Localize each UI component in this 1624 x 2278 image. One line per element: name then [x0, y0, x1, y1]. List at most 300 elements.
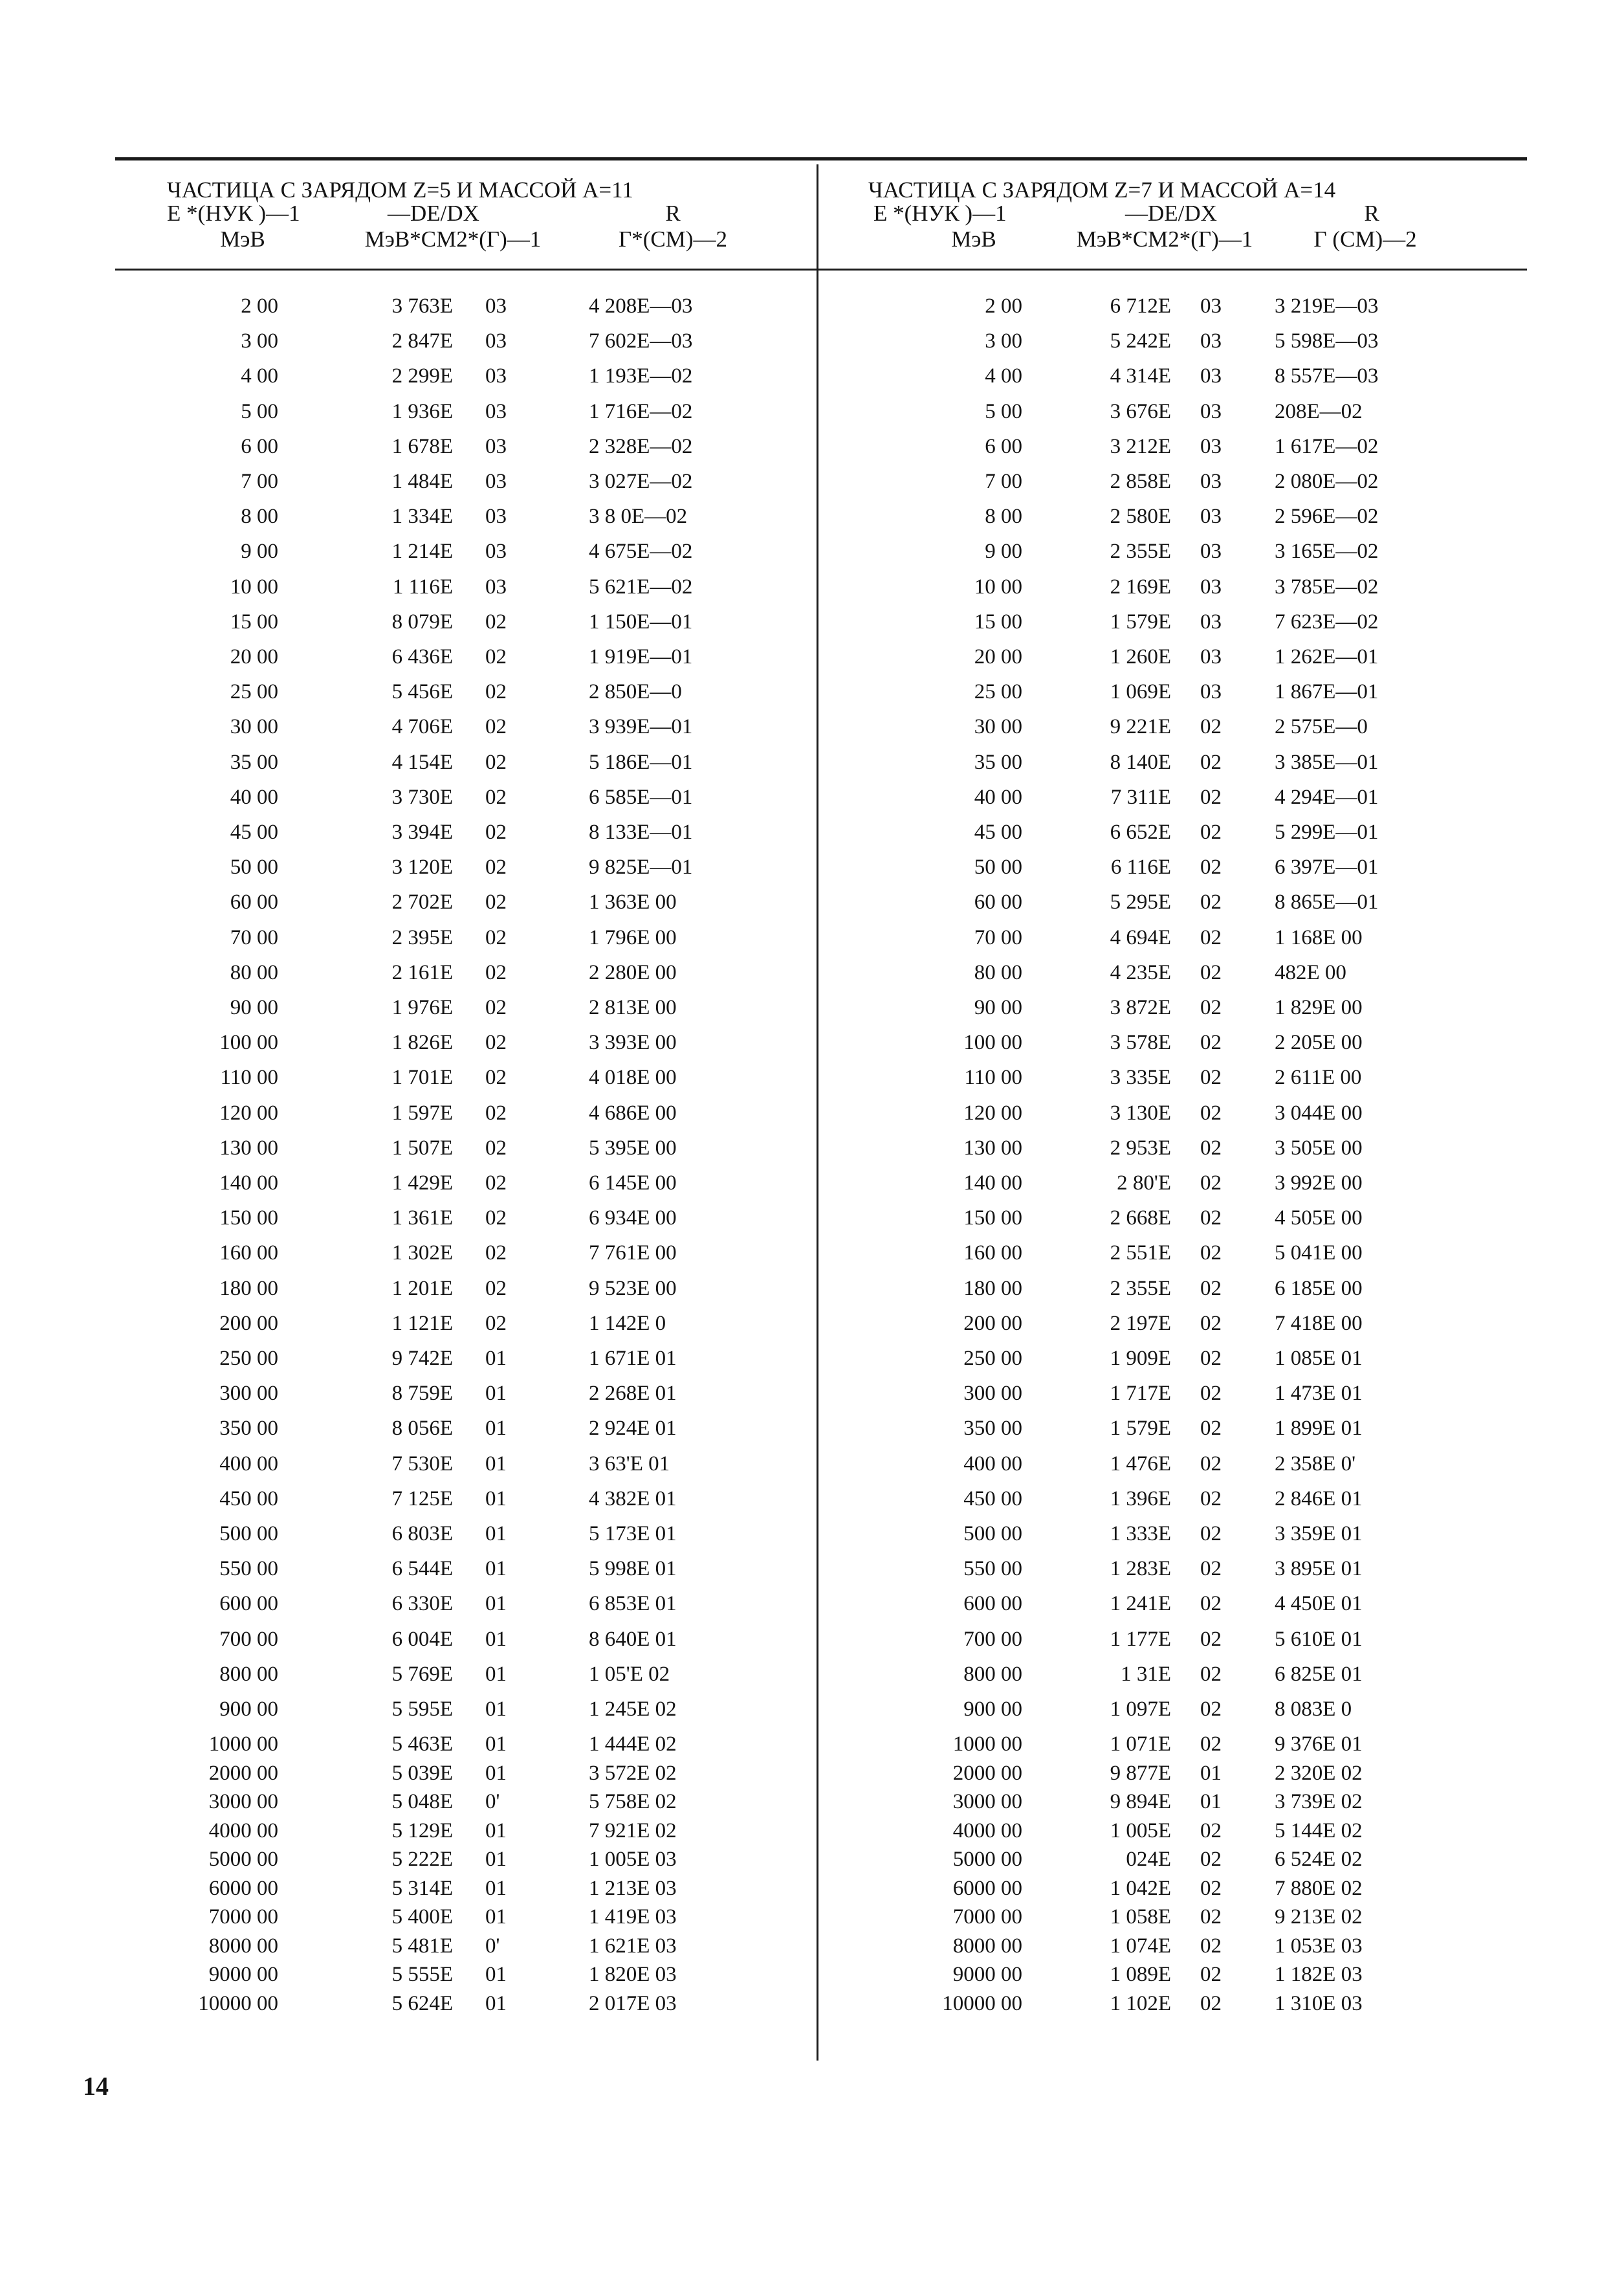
- dedx-exponent-cell: 01: [485, 1452, 507, 1476]
- table-row: [149, 399, 731, 425]
- dedx-exponent-cell: 02: [485, 1066, 507, 1090]
- energy-cell: 450 00: [219, 1487, 278, 1510]
- range-cell: 1 245E 02: [589, 1697, 677, 1721]
- dedx-mantissa-cell: 4 235E: [1110, 960, 1171, 984]
- dedx-mantissa-cell: 6 436E: [391, 645, 453, 669]
- dedx-exponent-cell: 01: [485, 1991, 507, 2015]
- energy-cell: 10 00: [974, 575, 1022, 599]
- dedx-mantissa-cell: 1 507E: [391, 1136, 453, 1160]
- left-table-body: [149, 293, 731, 2053]
- energy-cell: 60 00: [230, 890, 278, 914]
- energy-cell: 6 00: [985, 434, 1022, 458]
- dedx-exponent-cell: 0': [485, 1934, 500, 1958]
- dedx-mantissa-cell: 5 129E: [391, 1819, 453, 1842]
- dedx-mantissa-cell: 2 668E: [1110, 1206, 1171, 1230]
- dedx-exponent-cell: 02: [1200, 1487, 1222, 1510]
- dedx-mantissa-cell: 1 361E: [391, 1206, 453, 1230]
- dedx-mantissa-cell: 5 769E: [391, 1662, 453, 1686]
- dedx-exponent-cell: 02: [485, 856, 507, 879]
- table-row: [149, 1380, 731, 1406]
- range-cell: 1 193E—02: [589, 364, 693, 388]
- dedx-mantissa-cell: 4 314E: [1110, 364, 1171, 388]
- dedx-mantissa-cell: 2 80'E: [1117, 1171, 1171, 1195]
- dedx-exponent-cell: 02: [485, 1171, 507, 1195]
- dedx-mantissa-cell: 2 551E: [1110, 1241, 1171, 1265]
- dedx-mantissa-cell: 1 476E: [1110, 1452, 1171, 1476]
- dedx-exponent-cell: 02: [1200, 1732, 1222, 1756]
- energy-cell: 130 00: [219, 1136, 278, 1160]
- table-row: [841, 784, 1423, 810]
- range-cell: 1 213E 03: [589, 1876, 677, 1900]
- table-row: [149, 1591, 731, 1617]
- range-cell: 2 080E—02: [1275, 470, 1379, 493]
- table-row: [149, 1818, 731, 1844]
- dedx-mantissa-cell: 3 578E: [1110, 1031, 1171, 1055]
- dedx-exponent-cell: 01: [485, 1761, 507, 1785]
- dedx-exponent-cell: 02: [1200, 1206, 1222, 1230]
- energy-cell: 700 00: [963, 1627, 1022, 1651]
- energy-cell: 800 00: [963, 1662, 1022, 1686]
- energy-cell: 400 00: [219, 1452, 278, 1476]
- left-col-energy-unit: МэВ: [220, 227, 265, 252]
- table-row: [149, 1205, 731, 1231]
- energy-cell: 60 00: [974, 890, 1022, 914]
- dedx-mantissa-cell: 1 116E: [392, 575, 453, 599]
- range-cell: 5 998E 01: [589, 1557, 677, 1581]
- dedx-exponent-cell: 02: [485, 925, 507, 949]
- dedx-exponent-cell: 02: [485, 1241, 507, 1265]
- page-number: 14: [83, 2072, 109, 2101]
- energy-cell: 900 00: [963, 1697, 1022, 1721]
- energy-cell: 1000 00: [952, 1732, 1022, 1756]
- range-cell: 3 8 0E—02: [589, 505, 688, 529]
- energy-cell: 4 00: [241, 364, 278, 388]
- table-row: [149, 1731, 731, 1757]
- energy-cell: 180 00: [963, 1276, 1022, 1300]
- range-cell: 7 418E 00: [1275, 1311, 1363, 1335]
- table-row: [841, 679, 1423, 705]
- table-row: [149, 1170, 731, 1196]
- table-row: [149, 1933, 731, 1959]
- table-row: [149, 714, 731, 740]
- table-row: [841, 925, 1423, 951]
- range-cell: 2 850E—0: [589, 680, 682, 704]
- table-row: [841, 1556, 1423, 1582]
- table-row: [841, 538, 1423, 564]
- table-row: [149, 1310, 731, 1336]
- dedx-exponent-cell: 02: [1200, 1627, 1222, 1651]
- dedx-exponent-cell: 02: [1200, 1031, 1222, 1055]
- energy-cell: 120 00: [963, 1101, 1022, 1125]
- table-row: [149, 1135, 731, 1161]
- dedx-exponent-cell: 02: [485, 996, 507, 1019]
- dedx-exponent-cell: 02: [485, 785, 507, 809]
- dedx-exponent-cell: 02: [1200, 1101, 1222, 1125]
- energy-cell: 4000 00: [952, 1819, 1022, 1842]
- energy-cell: 1000 00: [208, 1732, 278, 1756]
- energy-cell: 80 00: [974, 960, 1022, 984]
- table-row: [149, 889, 731, 915]
- table-row: [149, 1100, 731, 1126]
- table-row: [149, 854, 731, 880]
- dedx-exponent-cell: 0': [485, 1790, 500, 1814]
- dedx-exponent-cell: 02: [485, 960, 507, 984]
- table-row: [149, 1626, 731, 1652]
- energy-cell: 90 00: [230, 996, 278, 1019]
- dedx-exponent-cell: 01: [485, 1347, 507, 1370]
- dedx-exponent-cell: 02: [485, 1031, 507, 1055]
- table-row: [841, 1760, 1423, 1786]
- left-col-dedx-unit: МэВ*СМ2*(Г)—1: [364, 227, 542, 252]
- dedx-exponent-cell: 02: [1200, 1417, 1222, 1441]
- table-row: [841, 1380, 1423, 1406]
- dedx-mantissa-cell: 2 702E: [391, 890, 453, 914]
- range-cell: 3 63'E 01: [589, 1452, 670, 1476]
- energy-cell: 15 00: [230, 610, 278, 634]
- table-row: [841, 293, 1423, 319]
- dedx-exponent-cell: 03: [1200, 575, 1222, 599]
- dedx-exponent-cell: 01: [485, 1732, 507, 1756]
- dedx-exponent-cell: 02: [1200, 1991, 1222, 2015]
- dedx-exponent-cell: 02: [1200, 856, 1222, 879]
- energy-cell: 3000 00: [208, 1790, 278, 1814]
- dedx-exponent-cell: 02: [1200, 750, 1222, 774]
- table-row: [841, 1521, 1423, 1547]
- energy-cell: 300 00: [219, 1382, 278, 1406]
- dedx-exponent-cell: 02: [1200, 1819, 1222, 1842]
- range-cell: 2 268E 01: [589, 1382, 677, 1406]
- table-row: [149, 644, 731, 670]
- left-col-dedx-header: —DE/DX: [388, 201, 479, 226]
- dedx-exponent-cell: 03: [485, 470, 507, 493]
- dedx-mantissa-cell: 3 120E: [391, 856, 453, 879]
- dedx-exponent-cell: 02: [485, 1311, 507, 1335]
- dedx-exponent-cell: 02: [1200, 925, 1222, 949]
- dedx-mantissa-cell: 7 530E: [391, 1452, 453, 1476]
- dedx-exponent-cell: 03: [1200, 680, 1222, 704]
- range-cell: 8 083E 0: [1275, 1697, 1352, 1721]
- energy-cell: 200 00: [219, 1311, 278, 1335]
- range-cell: 5 758E 02: [589, 1790, 677, 1814]
- table-row: [841, 1731, 1423, 1757]
- dedx-mantissa-cell: 9 894E: [1110, 1790, 1171, 1814]
- dedx-mantissa-cell: 6 544E: [391, 1557, 453, 1581]
- dedx-mantissa-cell: 6 004E: [391, 1627, 453, 1651]
- dedx-mantissa-cell: 1 089E: [1110, 1963, 1171, 1987]
- energy-cell: 5 00: [241, 399, 278, 423]
- range-cell: 5 395E 00: [589, 1136, 677, 1160]
- range-cell: 6 524E 02: [1275, 1848, 1363, 1872]
- dedx-exponent-cell: 01: [485, 1963, 507, 1987]
- dedx-exponent-cell: 02: [485, 890, 507, 914]
- dedx-mantissa-cell: 5 242E: [1110, 329, 1171, 353]
- table-row: [841, 1030, 1423, 1056]
- range-cell: 3 385E—01: [1275, 750, 1379, 774]
- range-cell: 6 185E 00: [1275, 1276, 1363, 1300]
- left-col-energy-header: Е *(НУК )—1: [167, 201, 300, 226]
- energy-cell: 5000 00: [952, 1848, 1022, 1872]
- energy-cell: 550 00: [963, 1557, 1022, 1581]
- range-cell: 1 053E 03: [1275, 1934, 1363, 1958]
- energy-cell: 9000 00: [208, 1963, 278, 1987]
- range-cell: 5 621E—02: [589, 575, 693, 599]
- dedx-exponent-cell: 02: [1200, 1452, 1222, 1476]
- dedx-exponent-cell: 02: [1200, 821, 1222, 844]
- table-row: [841, 1451, 1423, 1477]
- dedx-exponent-cell: 03: [1200, 329, 1222, 353]
- dedx-mantissa-cell: 5 456E: [391, 680, 453, 704]
- table-row: [841, 1626, 1423, 1652]
- table-row: [841, 1875, 1423, 1901]
- dedx-mantissa-cell: 2 847E: [391, 329, 453, 353]
- table-row: [841, 1933, 1423, 1959]
- dedx-mantissa-cell: 8 056E: [391, 1417, 453, 1441]
- range-cell: 3 219E—03: [1275, 294, 1379, 318]
- table-row: [841, 749, 1423, 775]
- range-cell: 1 919E—01: [589, 645, 693, 669]
- table-row: [841, 574, 1423, 600]
- energy-cell: 5 00: [985, 399, 1022, 423]
- dedx-exponent-cell: 03: [1200, 645, 1222, 669]
- dedx-mantissa-cell: 5 039E: [391, 1761, 453, 1785]
- range-cell: 6 825E 01: [1275, 1662, 1363, 1686]
- dedx-mantissa-cell: 6 330E: [391, 1592, 453, 1616]
- dedx-mantissa-cell: 8 079E: [391, 610, 453, 634]
- range-cell: 1 621E 03: [589, 1934, 677, 1958]
- range-cell: 3 572E 02: [589, 1761, 677, 1785]
- range-cell: 3 359E 01: [1275, 1522, 1363, 1545]
- range-cell: 2 320E 02: [1275, 1761, 1363, 1785]
- energy-cell: 20 00: [974, 645, 1022, 669]
- range-cell: 4 450E 01: [1275, 1592, 1363, 1616]
- energy-cell: 3 00: [241, 329, 278, 353]
- dedx-exponent-cell: 02: [1200, 1382, 1222, 1406]
- table-row: [841, 995, 1423, 1021]
- energy-cell: 500 00: [219, 1522, 278, 1545]
- range-cell: 5 144E 02: [1275, 1819, 1363, 1842]
- dedx-mantissa-cell: 4 706E: [391, 715, 453, 739]
- dedx-exponent-cell: 03: [485, 575, 507, 599]
- range-cell: 7 921E 02: [589, 1819, 677, 1842]
- table-row: [841, 503, 1423, 529]
- table-row: [149, 574, 731, 600]
- dedx-mantissa-cell: 7 125E: [391, 1487, 453, 1510]
- dedx-exponent-cell: 01: [485, 1417, 507, 1441]
- dedx-mantissa-cell: 6 803E: [391, 1522, 453, 1545]
- energy-cell: 600 00: [963, 1592, 1022, 1616]
- table-row: [149, 1991, 731, 2017]
- right-col-energy-header: Е *(НУК )—1: [873, 201, 1007, 226]
- dedx-mantissa-cell: 8 140E: [1110, 750, 1171, 774]
- energy-cell: 9 00: [241, 540, 278, 564]
- energy-cell: 40 00: [974, 785, 1022, 809]
- range-cell: 2 924E 01: [589, 1417, 677, 1441]
- dedx-exponent-cell: 02: [485, 821, 507, 844]
- table-row: [841, 609, 1423, 635]
- energy-cell: 20 00: [230, 645, 278, 669]
- range-cell: 6 853E 01: [589, 1592, 677, 1616]
- range-cell: 9 825E—01: [589, 856, 693, 879]
- dedx-exponent-cell: 03: [485, 399, 507, 423]
- range-cell: 2 017E 03: [589, 1991, 677, 2015]
- dedx-mantissa-cell: 9 742E: [391, 1347, 453, 1370]
- table-row: [149, 434, 731, 459]
- table-row: [149, 1904, 731, 1930]
- range-cell: 1 617E—02: [1275, 434, 1379, 458]
- dedx-exponent-cell: 03: [1200, 364, 1222, 388]
- range-cell: 1 444E 02: [589, 1732, 677, 1756]
- energy-cell: 8000 00: [208, 1934, 278, 1958]
- table-row: [149, 1556, 731, 1582]
- dedx-exponent-cell: 01: [1200, 1761, 1222, 1785]
- dedx-exponent-cell: 03: [1200, 434, 1222, 458]
- dedx-mantissa-cell: 2 161E: [391, 960, 453, 984]
- range-cell: 2 611E 00: [1275, 1066, 1362, 1090]
- range-cell: 6 934E 00: [589, 1206, 677, 1230]
- table-row: [149, 609, 731, 635]
- dedx-exponent-cell: 02: [485, 1206, 507, 1230]
- dedx-exponent-cell: 02: [1200, 1171, 1222, 1195]
- range-cell: 1 671E 01: [589, 1347, 677, 1370]
- dedx-exponent-cell: 02: [1200, 890, 1222, 914]
- table-row: [149, 1661, 731, 1687]
- dedx-exponent-cell: 02: [1200, 1347, 1222, 1370]
- table-row: [841, 1962, 1423, 1987]
- dedx-mantissa-cell: 5 048E: [391, 1790, 453, 1814]
- energy-cell: 40 00: [230, 785, 278, 809]
- left-col-range-header: R: [665, 201, 681, 226]
- energy-cell: 45 00: [230, 821, 278, 844]
- dedx-exponent-cell: 01: [485, 1557, 507, 1581]
- range-cell: 2 205E 00: [1275, 1031, 1363, 1055]
- dedx-mantissa-cell: 7 311E: [1110, 785, 1171, 809]
- range-cell: 4 382E 01: [589, 1487, 677, 1510]
- right-col-dedx-header: —DE/DX: [1125, 201, 1217, 226]
- dedx-mantissa-cell: 3 130E: [1110, 1101, 1171, 1125]
- table-row: [841, 1991, 1423, 2017]
- dedx-exponent-cell: 02: [1200, 1311, 1222, 1335]
- range-cell: 6 397E—01: [1275, 856, 1379, 879]
- center-divider: [817, 164, 818, 2061]
- range-cell: 4 675E—02: [589, 540, 693, 564]
- energy-cell: 6000 00: [952, 1876, 1022, 1900]
- dedx-exponent-cell: 01: [485, 1522, 507, 1545]
- dedx-mantissa-cell: 2 953E: [1110, 1136, 1171, 1160]
- dedx-exponent-cell: 02: [1200, 960, 1222, 984]
- range-cell: 2 280E 00: [589, 960, 677, 984]
- dedx-mantissa-cell: 3 676E: [1110, 399, 1171, 423]
- energy-cell: 700 00: [219, 1627, 278, 1651]
- dedx-exponent-cell: 02: [485, 1276, 507, 1300]
- energy-cell: 900 00: [219, 1697, 278, 1721]
- energy-cell: 30 00: [974, 715, 1022, 739]
- range-cell: 3 895E 01: [1275, 1557, 1363, 1581]
- energy-cell: 160 00: [963, 1241, 1022, 1265]
- dedx-mantissa-cell: 5 624E: [391, 1991, 453, 2015]
- range-cell: 1 05'E 02: [589, 1662, 670, 1686]
- dedx-mantissa-cell: 1 074E: [1110, 1934, 1171, 1958]
- range-cell: 1 867E—01: [1275, 680, 1379, 704]
- table-row: [841, 1276, 1423, 1301]
- right-col-range-header: R: [1364, 201, 1379, 226]
- range-cell: 4 018E 00: [589, 1066, 677, 1090]
- energy-cell: 4 00: [985, 364, 1022, 388]
- dedx-mantissa-cell: 1 097E: [1110, 1697, 1171, 1721]
- table-row: [841, 399, 1423, 425]
- dedx-exponent-cell: 02: [1200, 1848, 1222, 1872]
- range-cell: 1 796E 00: [589, 925, 677, 949]
- dedx-mantissa-cell: 1 396E: [1110, 1487, 1171, 1510]
- range-cell: 3 505E 00: [1275, 1136, 1363, 1160]
- table-row: [149, 293, 731, 319]
- range-cell: 4 208E—03: [589, 294, 693, 318]
- dedx-exponent-cell: 01: [485, 1627, 507, 1651]
- table-row: [841, 644, 1423, 670]
- table-row: [841, 434, 1423, 459]
- table-row: [841, 1100, 1423, 1126]
- energy-cell: 8 00: [985, 505, 1022, 529]
- energy-cell: 7 00: [241, 470, 278, 493]
- dedx-mantissa-cell: 6 116E: [1110, 856, 1171, 879]
- dedx-exponent-cell: 02: [485, 680, 507, 704]
- range-cell: 7 623E—02: [1275, 610, 1379, 634]
- range-cell: 1 716E—02: [589, 399, 693, 423]
- energy-cell: 35 00: [230, 750, 278, 774]
- energy-cell: 2 00: [241, 294, 278, 318]
- energy-cell: 30 00: [230, 715, 278, 739]
- range-cell: 9 523E 00: [589, 1276, 677, 1300]
- energy-cell: 9 00: [985, 540, 1022, 564]
- dedx-mantissa-cell: 1 976E: [391, 996, 453, 1019]
- dedx-mantissa-cell: 1 484E: [391, 470, 453, 493]
- dedx-mantissa-cell: 3 394E: [391, 821, 453, 844]
- dedx-mantissa-cell: 2 395E: [391, 925, 453, 949]
- right-col-dedx-unit: МэВ*СМ2*(Г)—1: [1076, 227, 1253, 252]
- energy-cell: 7000 00: [952, 1905, 1022, 1929]
- dedx-exponent-cell: 03: [485, 329, 507, 353]
- table-row: [841, 328, 1423, 354]
- table-row: [841, 1696, 1423, 1722]
- dedx-exponent-cell: 03: [1200, 610, 1222, 634]
- table-row: [149, 784, 731, 810]
- dedx-mantissa-cell: 5 555E: [391, 1963, 453, 1987]
- energy-cell: 8000 00: [952, 1934, 1022, 1958]
- dedx-mantissa-cell: 3 335E: [1110, 1066, 1171, 1090]
- range-cell: 3 939E—01: [589, 715, 693, 739]
- dedx-mantissa-cell: 4 154E: [391, 750, 453, 774]
- energy-cell: 10000 00: [198, 1991, 278, 2015]
- dedx-mantissa-cell: 2 355E: [1110, 1276, 1171, 1300]
- dedx-exponent-cell: 02: [1200, 1241, 1222, 1265]
- range-cell: 1 419E 03: [589, 1905, 677, 1929]
- dedx-exponent-cell: 03: [485, 364, 507, 388]
- range-cell: 3 739E 02: [1275, 1790, 1363, 1814]
- dedx-mantissa-cell: 6 652E: [1110, 821, 1171, 844]
- energy-cell: 110 00: [220, 1066, 278, 1090]
- dedx-mantissa-cell: 1 826E: [391, 1031, 453, 1055]
- dedx-mantissa-cell: 1 334E: [391, 505, 453, 529]
- energy-cell: 25 00: [974, 680, 1022, 704]
- range-cell: 1 150E—01: [589, 610, 693, 634]
- table-row: [841, 1065, 1423, 1090]
- table-row: [149, 503, 731, 529]
- dedx-exponent-cell: 02: [1200, 715, 1222, 739]
- dedx-mantissa-cell: 1 333E: [1110, 1522, 1171, 1545]
- energy-cell: 500 00: [963, 1522, 1022, 1545]
- dedx-exponent-cell: 02: [485, 645, 507, 669]
- energy-cell: 250 00: [219, 1347, 278, 1370]
- dedx-exponent-cell: 03: [485, 434, 507, 458]
